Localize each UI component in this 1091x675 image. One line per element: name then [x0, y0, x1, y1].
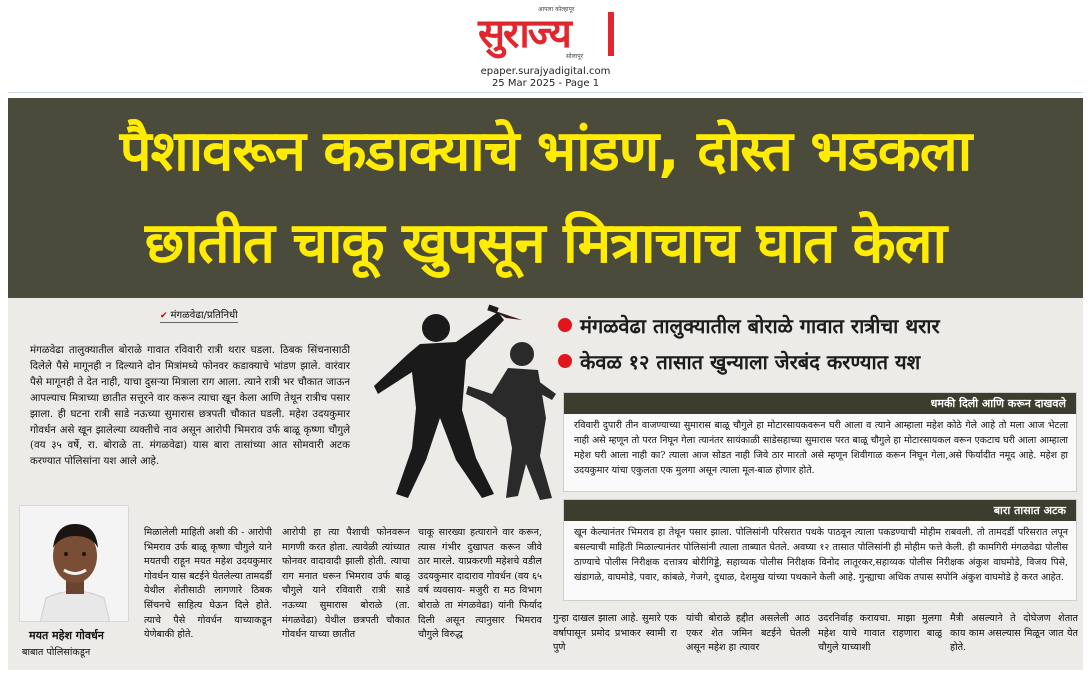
edition-date-page: 25 Mar 2025 - Page 1: [491, 78, 600, 89]
headline-line-1: पैशावरून कडाक्याचे भांडण, दोस्त भडकला: [119, 119, 972, 184]
body-column-4: गुन्हा दाखल झाला आहे. सुमारे एक वर्षापासून प्रमोद प्रभाकर स्वामी रा पुणे: [553, 613, 677, 654]
body-column-6: उदरनिर्वाह करायचा. माझा मुलगा महेश याचे गावात राहणारा बाळू चौगुले याच्याशी: [818, 613, 942, 654]
logo-tagline: आपला कोल्हापूर: [538, 6, 575, 13]
body-column-3: चाकू सारख्या हत्याराने वार करून, त्यास गंभीर दुखापत करून जीवे ठार मारले. याप्रकरणी महेशचे वडील उदयकुमार दादाराव गोवर्धन (वय ६५ वर्ष व्यवसाय- मजुरी रा मठ विभाग बोराळे ता मंगळवेढा) यांनी फिर्याद दिली असून त्यानुसार भिमराव चौगुले विरुद्ध: [418, 527, 542, 641]
epaper-url[interactable]: epaper.surajyadigital.com: [480, 66, 611, 77]
subbox-text: खून केल्यानंतर भिमराव हा तेथून पसार झाला. पोलिसांनी परिसरात पथके पाठवून त्याला पकडण्याची मोहीम राबवली. तो तामदर्डी परिसरात लपून बसल्याची माहिती मिळाल्यानंतर पोलिसांनी त्याला ताब्यात घेतले. अवघ्या १२ तासात पोलिसांनी ही मोहीम फत्ते केली. ही कामगिरी मंगळवेढा पोलीस ठाण्याचे पोलीस निरीक्षक दत्तात्रय बोरीगिड्डे, सहाय्यक पोलीस निरीक्षक विनोद लातूरकर,सहाय्यक पोलीस निरीक्षक अंकुश वाघमोडे, विजय पिसे, खंडागळे, वाघमोडे, पवार, कांबळे, गेजगे, दुधाळ, देशमुख यांच्या पथकाने केली आहे. गुन्ह्याचा अधिक तपास सपोनि अंकुश वाघमोडे हे करत आहेत.: [574, 527, 1068, 583]
body-column-1: मिळालेली माहिती अशी की - आरोपी भिमराव उर्फ बाळू कृष्णा चौगुले याने मयतची राहून मयत महेश उदयकुमार गोवर्धन यास बटईने घेतलेल्या तामदर्डी येथील शेतीसाठी लागणारे ठिबक सिंचनचे साहित्य घेऊन दिले होते. त्याचे पैसे गोवर्धन याच्याकडून येणेबाकी होते.: [144, 527, 272, 641]
highlight-bullet-2: [558, 348, 920, 376]
highlight-bullet-1: [558, 312, 940, 340]
logo-bar: [608, 12, 614, 56]
logo-city: सोलापूर: [566, 53, 584, 60]
portrait-icon: [20, 506, 129, 622]
subbox-heading: बारा तासात अटक: [564, 500, 1076, 521]
divider: [8, 92, 1083, 93]
logo-text: सुराज्य: [478, 11, 570, 57]
photo-caption: मयत महेश गोवर्धन: [29, 629, 104, 642]
victim-photo: [19, 505, 129, 622]
arrest-subbox: [563, 499, 1077, 601]
bullet-dot-icon: [558, 318, 572, 332]
highlight-text: केवळ १२ तासात खुन्याला जेरबंद करण्यात यश: [580, 350, 921, 374]
subbox-heading: धमकी दिली आणि करून दाखवले: [564, 393, 1076, 414]
check-icon: ✔: [160, 311, 168, 321]
masthead: [0, 0, 1091, 94]
byline-text: मंगळवेढा/प्रतिनिधी: [170, 310, 238, 321]
subbox-text: रविवारी दुपारी तीन वाजण्याच्या सुमारास बाळू चौगुले हा मोटारसायकवरून घरी आला व त्याने आम्हाला महेश कोठे गेले आहे तो मला आज भेटला नाही असे म्हणून तो परत निघून गेला त्यानंतर सायंकाळी साडेसहाच्या सुमारास परत बाळू चौगुले हा मोटारसायकल वरून एकटाच घरी आला आम्हाला महेश घरी आला नाही का? त्याला आज सोडत नाही जिवे ठार मारतो असे म्हणून शिवीगाळ करून निघून गेला,असे फिर्यादीत नमूद आहे. महेश हा उदयकुमार यांचा एकुलता एक मुलगा असून त्याला मूल-बाळ होणार होते.: [574, 420, 1068, 476]
stabbing-illustration: [316, 298, 562, 510]
byline: [160, 307, 238, 323]
bullet-dot-icon: [558, 354, 572, 368]
headline-line-2: छातीत चाकू खुपसून मित्राचाच घात केला: [144, 211, 947, 276]
lead-paragraph: मंगळवेढा तालुक्यातील बोराळे गावात रविवारी रात्री थरार घडला. ठिबक सिंचनासाठी दिलेले पैसे मागूनही न दिल्याने दोन मित्रांमध्ये फोनवर कडाक्याचे भांडण झाले. वारंवार पैसे मागूनही ते देत नाही, याचा दुसऱ्या मित्राला राग आला. त्याने रात्री भर चौकात जाऊन आपल्याच मित्राच्या छातीत सत्तूरने वार करून त्याचा खून केला आणि तेथून रात्रीच पसार झाला. ही घटना रात्री साडे नऊच्या सुमारास छत्रपती चौकात घडली. महेश उदयकुमार गोवर्धन असे खून झालेल्या व्यक्तीचे नाव असून आरोपी भिमराव उर्फ बाळू कृष्णा चौगुले (वय ३५ वर्षे, रा. बोराळे ता. मंगळवेढा) यास बारा तासांच्या आत सोमवारी अटक करण्यात पोलिसांना यश आले आहे.: [30, 345, 350, 468]
body-column-5: यांची बोराळे हद्दीत असलेली आठ एकर शेत जमिन बटईने घेतली असून महेश हा त्यावर: [686, 613, 810, 654]
body-column-7: मैत्री असल्याने ते दोघेजण शेतात काय काम असल्यास मिळून जात येत होते.: [950, 613, 1078, 654]
body-column-2: आरोपी हा त्या पैशाची फोनवरून मागणी करत होता. त्यावेळी त्यांच्यात फोनवर वादावादी झाली होती. त्याचा राग मनात धरून भिमराव उर्फ बाळू चौगुले याने रविवारी रात्री साडे नऊच्या सुमारास बोराळे (ता. मंगळवेढा) येथील छत्रपती चौकात गोवर्धन याच्या छातीत: [282, 527, 410, 641]
highlight-text: मंगळवेढा तालुक्यातील बोराळे गावात रात्रीचा थरार: [580, 314, 940, 338]
photo-tail-text: बाबात पोलिसांकडून: [22, 647, 91, 658]
headline-band: [8, 98, 1083, 298]
silhouette-figures-icon: [316, 298, 562, 510]
threat-subbox: [563, 392, 1077, 492]
surajya-logo[interactable]: [478, 8, 614, 62]
